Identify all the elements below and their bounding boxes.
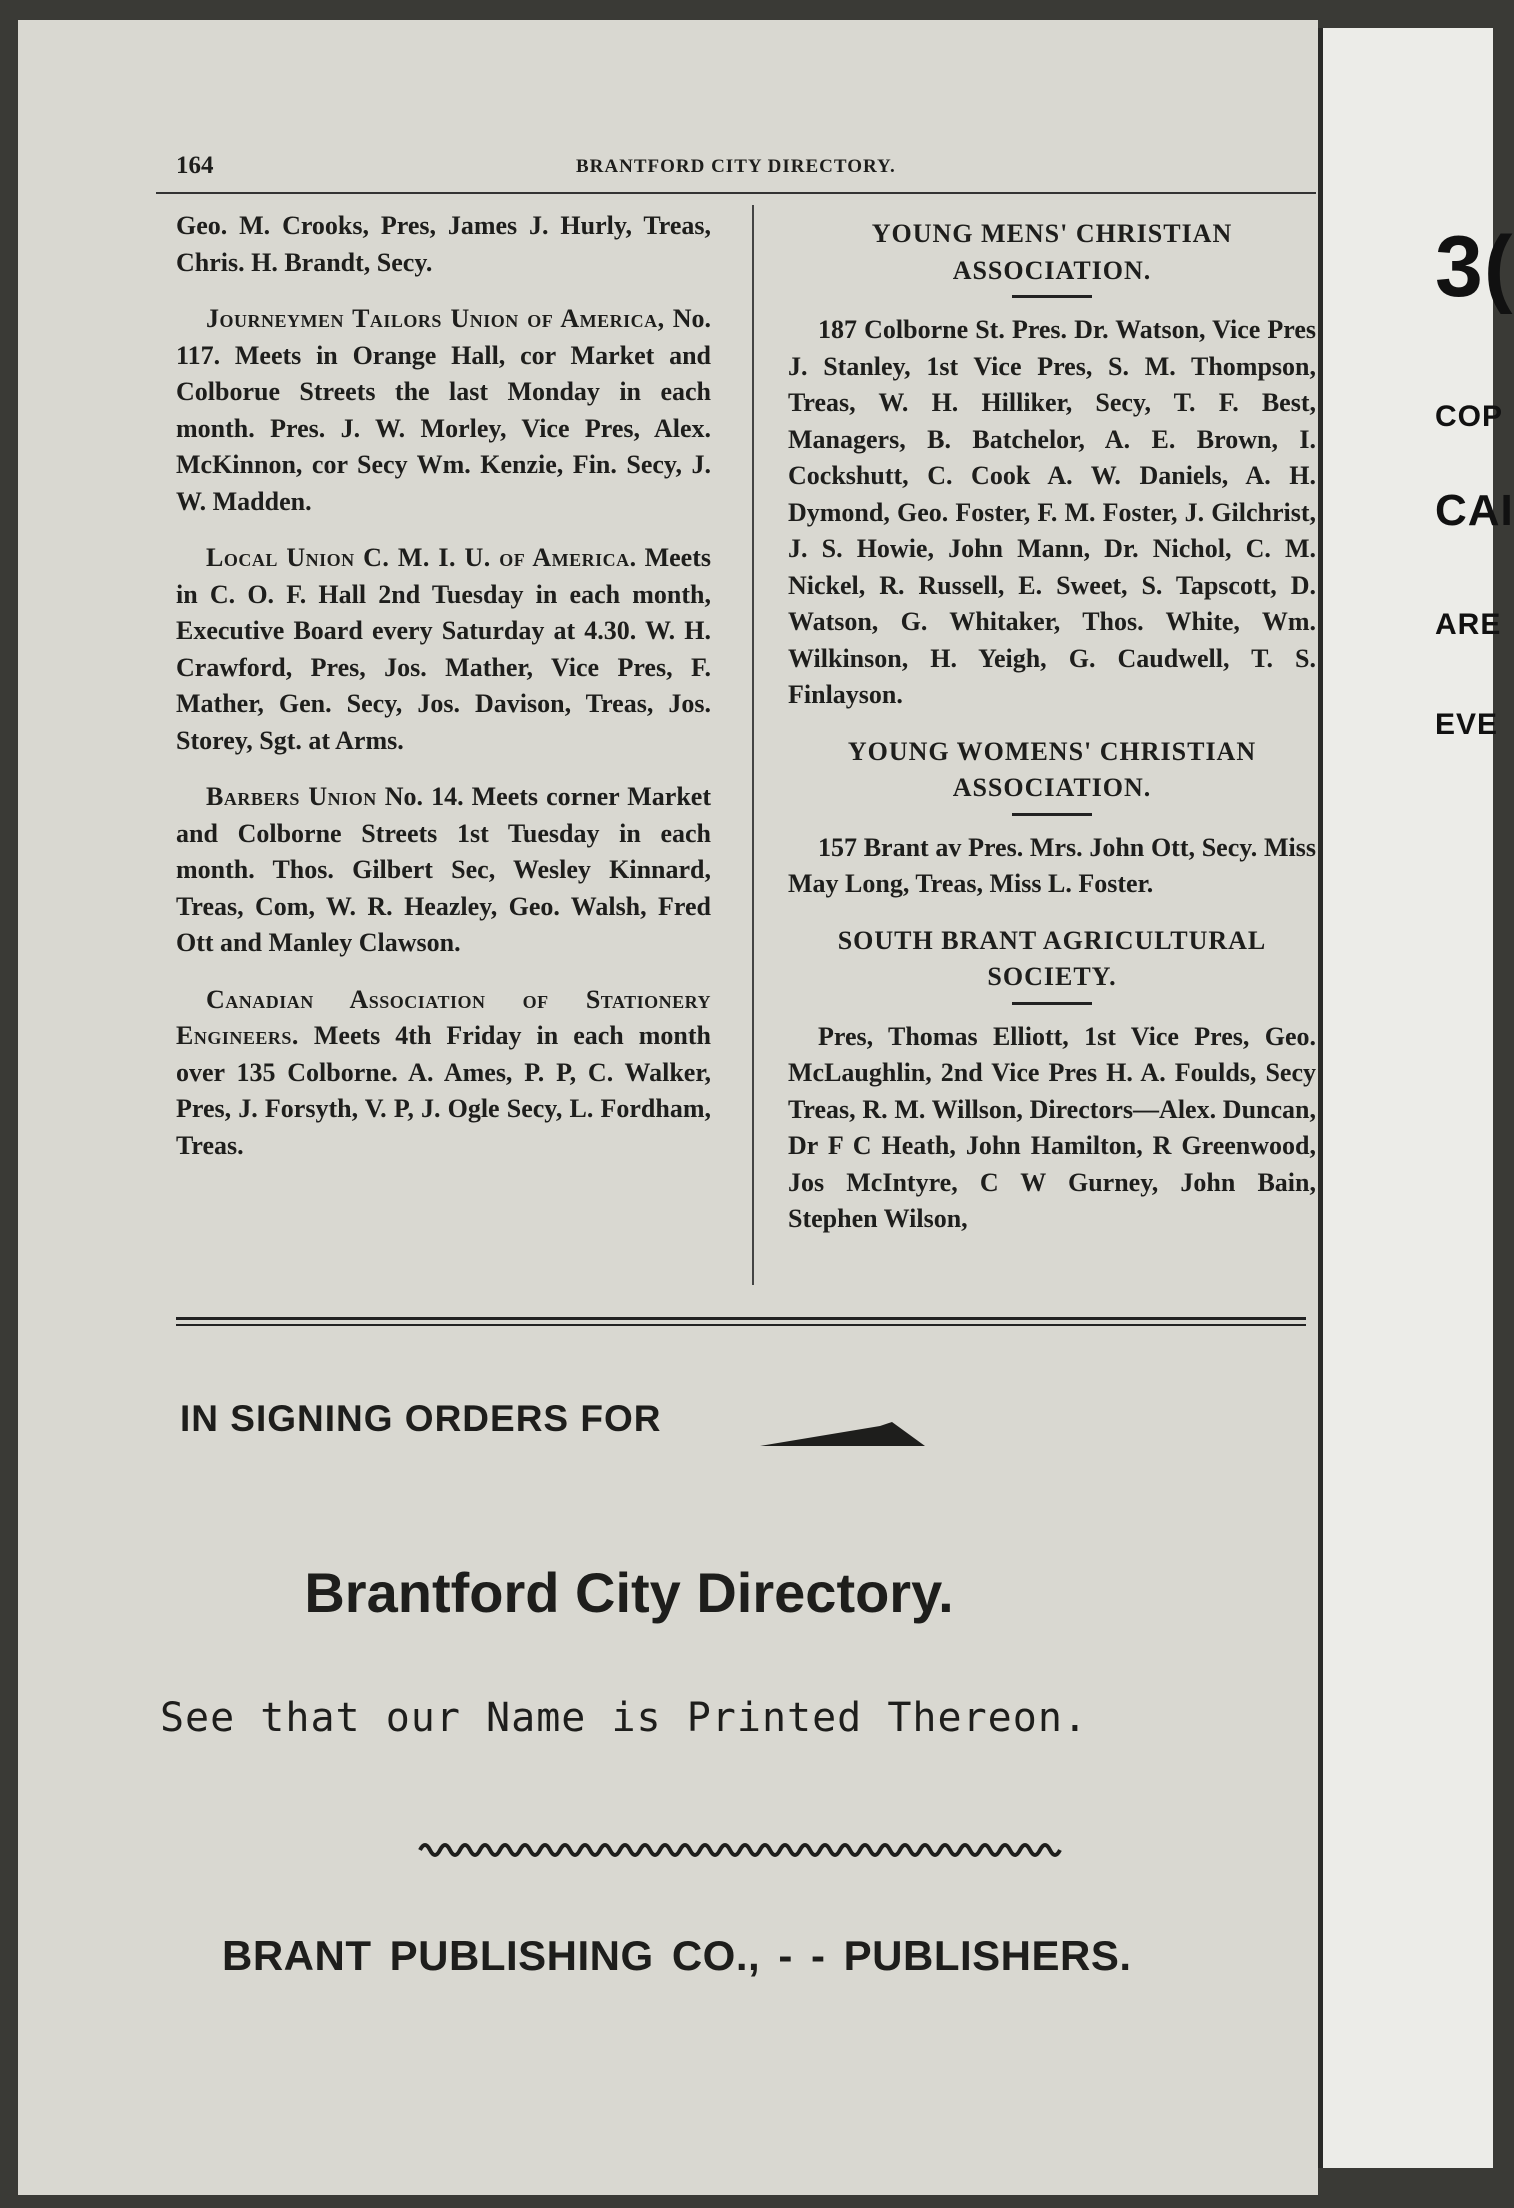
- section-text: 187 Colborne St. Pres. Dr. Watson, Vice Pres J. Stanley, 1st Vice Pres, S. M. Thompson, Treas, W. H. Hilliker, Secy, T. F. Best, Managers, B. Batchelor, A. E. Brown, I. Cockshutt, C. Cook A. W. Daniels, A. H. Dymond, Geo. Foster, F. M. Foster, J. Gilchrist, J. S. Howie, John Mann, Dr. Nichol, C. M. Nickel, R. Russell, E. Sweet, S. Tapscott, D. Watson, G. Whitaker, Thos. White, Wm. Wilkinson, H. Yeigh, G. Caudwell, T. S. Finlayson.: [788, 315, 1316, 709]
- directory-entry: [176, 982, 711, 1165]
- short-rule: [1012, 1002, 1092, 1005]
- page-number: 164: [176, 152, 214, 179]
- entry-lead: Canadian Association of Stationery Engineers.: [176, 984, 711, 1050]
- adjacent-page-fragment: CAI: [1435, 486, 1514, 535]
- adjacent-page-fragment: EVE: [1435, 708, 1499, 741]
- short-rule: [1012, 295, 1092, 298]
- section-text: 157 Brant av Pres. Mrs. John Ott, Secy. Miss May Long, Treas, Miss L. Foster.: [788, 832, 1316, 898]
- directory-entry: [176, 208, 711, 281]
- entry-text: Meets 4th Friday in each month over 135 Colborne. A. Ames, P. P, C. Walker, Pres, J. Forsyth, V. P, J. Ogle Secy, L. Fordham, Treas.: [176, 1021, 711, 1160]
- entry-text: Geo. M. Crooks, Pres, James J. Hurly, Treas, Chris. H. Brandt, Secy.: [176, 211, 711, 277]
- section-heading: SOUTH BRANT AGRICULTURAL SOCIETY.: [837, 925, 1267, 991]
- entry-lead: Barbers Union: [206, 782, 377, 811]
- entry-lead: Local Union C. M. I. U. of America.: [206, 543, 637, 572]
- adjacent-page-fragment: 3(: [1435, 219, 1514, 315]
- ad-headline: IN SIGNING ORDERS FOR: [180, 1398, 662, 1439]
- short-rule: [1012, 813, 1092, 816]
- directory-entry: [176, 301, 711, 520]
- section-heading: YOUNG MENS' CHRISTIAN ASSOCIATION.: [871, 219, 1233, 285]
- directory-entry: [176, 779, 711, 962]
- entry-text: No. 117. Meets in Orange Hall, cor Market and Colborue Streets the last Monday in each month. Pres. J. W. Morley, Vice Pres, Alex. McKinnon, cor Secy Wm. Kenzie, Fin. Secy, J. W. Madden.: [176, 304, 711, 516]
- entry-lead: Journeymen Tailors Union of America,: [206, 304, 665, 333]
- column-divider: [752, 205, 754, 1285]
- right-column: [788, 208, 1316, 1258]
- section-heading: YOUNG WOMENS' CHRISTIAN ASSOCIATION.: [847, 736, 1257, 802]
- directory-entry: [176, 540, 711, 759]
- double-rule: [176, 1317, 1306, 1326]
- running-title: BRANTFORD CITY DIRECTORY.: [576, 156, 896, 177]
- left-column: [176, 208, 711, 1184]
- decorative-squiggle: [420, 1838, 1070, 1862]
- ad-publisher: BRANT PUBLISHING CO., - - PUBLISHERS.: [222, 1932, 1132, 1979]
- pointer-arrow-icon: [760, 1422, 925, 1452]
- page-header: [156, 152, 1316, 194]
- adjacent-page-edge: [1318, 28, 1514, 2168]
- adjacent-page-fragment: ARE: [1435, 608, 1502, 641]
- entry-text: No. 14. Meets corner Market and Colborne Streets 1st Tuesday in each month. Thos. Gilbert Sec, Wesley Kinnard, Treas, Com, W. R. Heazley, Geo. Walsh, Fred Ott and Manley Clawson.: [176, 782, 711, 957]
- section-text: Pres, Thomas Elliott, 1st Vice Pres, Geo. McLaughlin, 2nd Vice Pres H. A. Foulds, Secy Treas, R. M. Willson, Directors—Alex. Duncan, Dr F C Heath, John Hamilton, R Greenwood, Jos McIntyre, C W Gurney, John Bain, Stephen Wilson,: [788, 1021, 1316, 1233]
- ad-title: Brantford City Directory.: [304, 1561, 954, 1624]
- adjacent-page-fragment: COP: [1435, 400, 1504, 433]
- entry-text: Meets in C. O. F. Hall 2nd Tuesday in each month, Executive Board every Saturday at 4.30. W. H. Crawford, Pres, Jos. Mather, Vice Pres, F. Mather, Gen. Secy, Jos. Davison, Treas, Jos. Storey, Sgt. at Arms.: [176, 543, 711, 755]
- ad-tagline: See that our Name is Printed Thereon.: [159, 1695, 1089, 1741]
